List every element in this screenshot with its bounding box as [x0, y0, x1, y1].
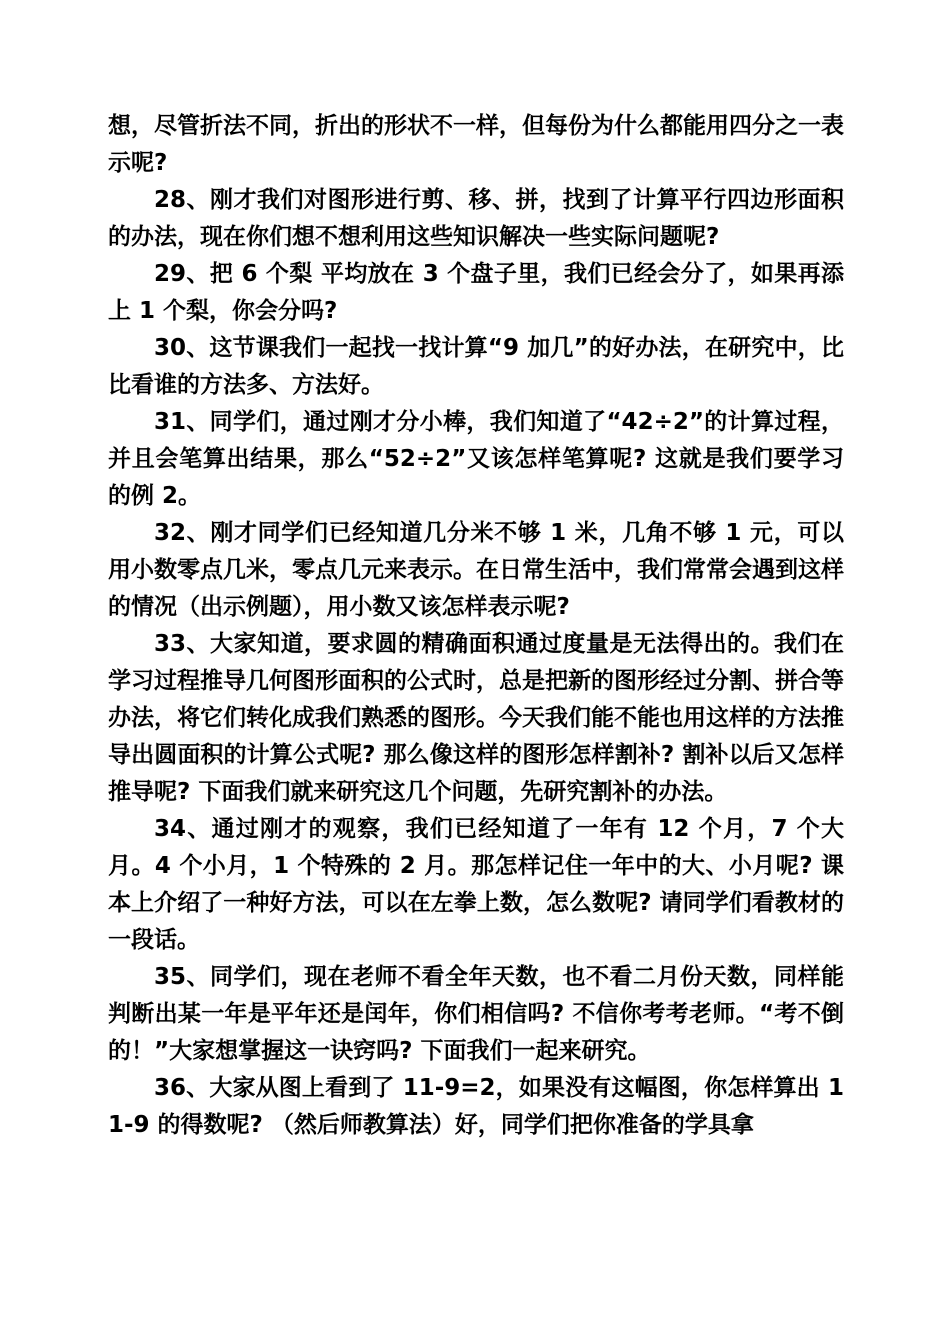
document-page — [108, 108, 844, 1144]
paragraph-36: 36、大家从图上看到了 11-9=2，如果没有这幅图，你怎样算出 11-9 的得数呢? （然后师教算法）好，同学们把你准备的学具拿 — [108, 1075, 844, 1138]
paragraph-32: 32、刚才同学们已经知道几分米不够 1 米，几角不够 1 元，可以用小数零点几米，零点几元来表示。在日常生活中，我们常常会遇到这样的情况（出示例题），用小数又该怎样表示呢? — [108, 520, 844, 620]
paragraph-34: 34、通过刚才的观察，我们已经知道了一年有 12 个月，7 个大月。4 个小月，1 个特殊的 2 月。那怎样记住一年中的大、小月呢? 课本上介绍了一种好方法，可以在左拳上数，怎么数呢? 请同学们看教材的一段话。 — [108, 816, 844, 953]
paragraph-31: 31、同学们，通过刚才分小棒，我们知道了“42÷2”的计算过程，并且会笔算出结果，那么“52÷2”又该怎样笔算呢? 这就是我们要学习的例 2。 — [108, 409, 844, 509]
paragraph-29: 29、把 6 个梨 平均放在 3 个盘子里，我们已经会分了，如果再添上 1 个梨，你会分吗? — [108, 261, 844, 324]
paragraph-33: 33、大家知道，要求圆的精确面积通过度量是无法得出的。我们在学习过程推导几何图形面积的公式时，总是把新的图形经过分割、拼合等办法，将它们转化成我们熟悉的图形。今天我们能不能也用这样的方法推导出圆面积的计算公式呢? 那么像这样的图形怎样割补? 割补以后又怎样推导呢? 下面我们就来研究这几个问题，先研究割补的办法。 — [108, 631, 844, 805]
paragraph-30: 30、这节课我们一起找一找计算“9 加几”的好办法，在研究中，比比看谁的方法多、方法好。 — [108, 335, 844, 398]
paragraph-28: 28、刚才我们对图形进行剪、移、拼，找到了计算平行四边形面积的办法，现在你们想不想利用这些知识解决一些实际问题呢? — [108, 187, 844, 250]
paragraph-35: 35、同学们，现在老师不看全年天数，也不看二月份天数，同样能判断出某一年是平年还是闰年，你们相信吗? 不信你考考老师。“考不倒的！”大家想掌握这一诀窍吗? 下面我们一起来研究。 — [108, 964, 844, 1064]
paragraph-continuation: 想，尽管折法不同，折出的形状不一样，但每份为什么都能用四分之一表示呢? — [108, 113, 844, 176]
